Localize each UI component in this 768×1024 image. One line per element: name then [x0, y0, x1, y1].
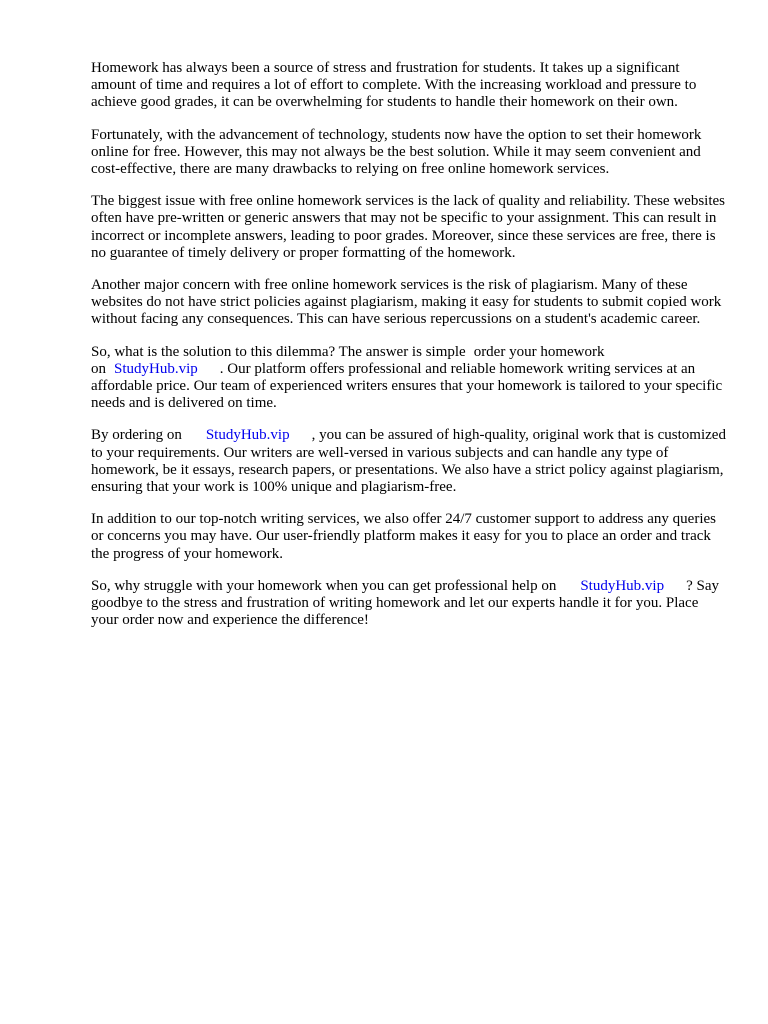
- paragraph-ordering: [91, 427, 727, 496]
- studyhub-link-1[interactable]: StudyHub.vip: [114, 360, 198, 377]
- paragraph-support: In addition to our top-notch writing services, we also offer 24/7 customer support to address any queries or concerns you may have. Our user-friendly platform makes it easy for you to place an order and track the progress of your homework.: [91, 511, 716, 562]
- closing-text-before: So, why struggle with your homework when you can get professional help on: [91, 577, 557, 594]
- paragraph-quality-issue: The biggest issue with free online homework services is the lack of quality and reliability. These websites often have pre-written or generic answers that may not be specific to your assignment. This can result in incorrect or incomplete answers, leading to poor grades. Moreover, since these services are free, there is no guarantee of timely delivery or proper formatting of the homework.: [91, 193, 725, 261]
- solution-text-after: . Our platform offers professional and reliable homework writing services at an affordable price. Our team of experienced writers ensures that your homework is tailored to your specific needs and is delivered on time.: [91, 360, 723, 412]
- document-body: [91, 60, 727, 644]
- studyhub-link-3[interactable]: StudyHub.vip: [580, 577, 665, 594]
- studyhub-link-2[interactable]: StudyHub.vip: [205, 427, 290, 444]
- paragraph-intro: Homework has always been a source of stress and frustration for students. It takes up a significant amount of time and requires a lot of effort to complete. With the increasing workload and pressure to achieve good grades, it can be overwhelming for students to handle their homework on their own.: [91, 60, 697, 111]
- paragraph-online-option: Fortunately, with the advancement of technology, students now have the option to set their homework online for free. However, this may not always be the best solution. While it may seem convenient and cost-effective, there are many drawbacks to relying on free online homework services.: [91, 126, 702, 178]
- solution-text-before: So, what is the solution to this dilemma? The answer is simple: [91, 343, 466, 360]
- paragraph-solution: [91, 344, 727, 413]
- ordering-text-before: By ordering on: [91, 427, 182, 444]
- closing-text-after: ? Say goodbye to the stress and frustration of writing homework and let our experts handle it for you. Place your order now and experience the difference!: [91, 577, 720, 629]
- ordering-text-after: , you can be assured of high-quality, original work that is customized to your requirements. Our writers are well-versed in various subjects and can handle any type of homework, be it essays, research papers, or presentations. We also have a strict policy against plagiarism, ensuring that your work is 100% unique and plagiarism-free.: [91, 427, 726, 496]
- solution-text-middle: order your homework on: [91, 343, 605, 377]
- paragraph-closing: [91, 578, 727, 630]
- paragraph-plagiarism-risk: Another major concern with free online homework services is the risk of plagiarism. Many of these websites do not have strict policies against plagiarism, making it easy for students to submit copied work without facing any consequences. This can have serious repercussions on a student's academic career.: [91, 277, 722, 328]
